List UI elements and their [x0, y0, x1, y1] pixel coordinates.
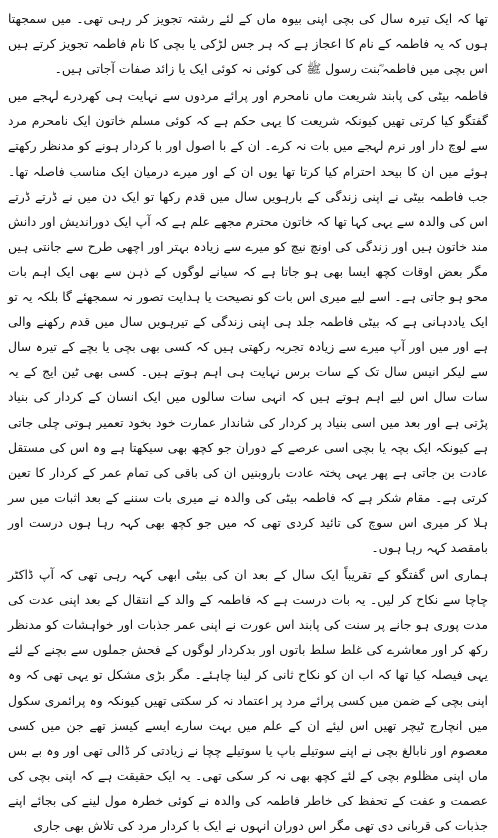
- paragraph-intro: تھا کہ ایک تیرہ سال کی بچی اپنی بیوہ ماں کے لئے رشتہ تجویز کر رہی تھی۔ میں سمجھتا ہوں کہ یہ فاطمہ کے نام کا اعجاز ہے کہ ہر جس لڑکی یا بچی کا نام فاطمہ تجویز کرتے ہیں اس بچی میں فاطمہ ؓبنت رسول ﷺ کی کوئی نہ کوئی ایک یا زائد صفات آجاتی ہیں۔: [8, 11, 488, 77]
- paragraph-fatima-mother: فاطمہ بیٹی کی پابند شریعت ماں نامحرم اور پرائے مردوں سے نہایت ہی کھردرے لہجے میں گفتگو کیا کرتی تھیں کیونکہ شریعت کا یہی حکم ہے کہ کوئی مسلم خاتون ایک نامحرم مرد سے لوچ دار اور نرم لہجے میں بات نہ کرے۔ ان کے با اصول اور با کردار ہونے کو مدنظر رکھتے ہوئے میں ان کا بیحد احترام کیا کرتا تھا یوں ان کے اور میرے درمیان ایک مناسب فاصلہ تھا۔ جب فاطمہ بیٹی نے اپنی زندگی کے بارہویں سال میں قدم رکھا تو ایک دن میں نے ڈرتے ڈرتے اس کی والدہ سے یہی کہا تھا کہ خاتون محترم مجھے علم ہے کہ آپ ایک دوراندیش اور دانش مند خاتون ہیں اور زندگی کی اونچ نیچ کو میرے سے زیادہ بہتر اور اچھی طرح سے جانتی ہیں مگر بعض اوقات کچھ ایسا بھی ہو جاتا ہے کہ سیانے لوگوں کے ذہن سے بھی ایک اہم بات محو ہو جاتی ہے۔ اسے لیے میری اس بات کو نصیحت یا ہدایت تصور نہ سمجھئے گا بلکہ یہ تو ایک یاددہانی ہے کہ بیٹی فاطمہ جلد ہی اپنی زندگی کے تیرہویں سال میں قدم رکھنے والی ہے اور میں اور آپ میرے سے زیادہ تجربہ رکھتی ہیں کہ کسی بھی بچی یا بچے کے تیرہ سال سے لیکر انیس سال تک کے سات برس نہایت ہی اہم ہوتے ہیں۔ کسی بھی ٹین ایج کے یہ سات سال اس لیے اہم ہوتے ہیں کہ انہی سات سالوں میں ایک انسان کے کردار کی بنیاد پڑتی ہے اور بعد میں اسی بنیاد پر کردار کی شاندار عمارت خود بخود تعمیر ہوتی چلی جاتی ہے کیونکہ ایک بچہ یا بچی اسی عرصے کے دوران جو کچھ بھی سیکھتا ہے وہ اس کی مستقل عادت بن جاتی ہے پھر یہی پختہ عادت باروبنیں ان کی باقی کی تمام عمر کے کردار کا تعین کرتی ہے۔ مقام شکر ہے کہ فاطمہ بیٹی کی والدہ نے میری بات سننے کے بعد اثبات میں سر ہلا کر میری اس سوچ کی تائید کردی تھی کہ میں جو کچھ بھی کہہ رہا ہوں درست اور بامقصد کہہ رہا ہوں۔: [8, 88, 488, 555]
- paragraph-conversation: ہماری اس گفتگو کے تقریباً ایک سال کے بعد ان کی بیٹی ابھی کہہ رہی تھی کہ آپ ڈاکٹر چاچا سے نکاح کر لیں۔ یہ بات درست ہے کہ فاطمہ کے والد کے انتقال کے بعد اپنی عدت کی مدت پوری ہو جانے پر سنت کی پابند اس عورت نے اپنی عمر جذبات اور خواہشات کو مدنظر رکھ کر اور معاشرے کی غلط سلط باتوں اور بدکردار لوگوں کے فحش جملوں سے بچنے کے لئے یہی فیصلہ کیا تھا کہ اب ان کو نکاح ثانی کر لینا چاہئے۔ مگر بڑی مشکل تو یہی تھی کہ وہ اپنی بچی کے ضمن میں کسی پرائے مرد پر اعتماد نہ کر سکتی تھیں کیونکہ وہ پرائمری سکول میں انچارج ٹیچر تھیں اس لیئے ان کے علم میں بہت سارے ایسے کیسز تھے جن میں کسی معصوم اور نابالغ بچی نے اپنے سوتیلے باپ یا سوتیلے چچا نے زیادتی کر ڈالی تھی اور وہ بے بس ماں اپنی مظلوم بچی کے لئے کچھ بھی نہ کر سکی تھی۔ یہ ایک حقیقت ہے کہ اپنی بچی کی عصمت و عفت کے تحفظ کی خاطر فاطمہ کی والدہ نے کوئی خطرہ مول لینے کی بجائے اپنے جذبات کی قربانی دی تھی مگر اس دوران انہوں نے ایک با کردار مرد کی تلاش بھی جاری: [8, 567, 488, 833]
